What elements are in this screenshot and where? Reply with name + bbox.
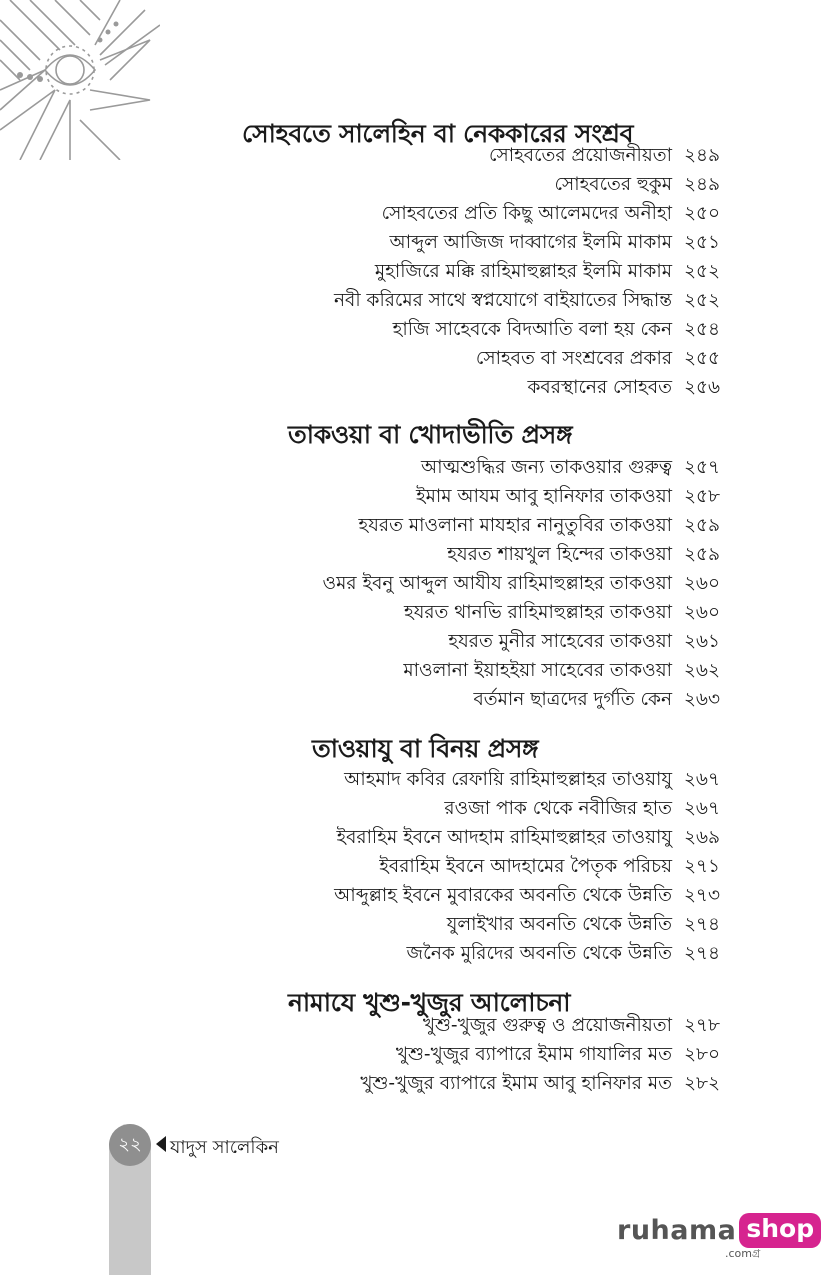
entry-page: ২৭৩ xyxy=(683,885,720,906)
toc-entry[interactable] xyxy=(421,459,720,478)
entry-page: ২৪৯ xyxy=(683,145,720,166)
toc-entry[interactable] xyxy=(554,176,720,195)
entry-page: ২৫৯ xyxy=(683,544,720,565)
entry-text: হাজি সাহেবকে বিদআতি বলা হয় কেন xyxy=(392,319,672,340)
toc-entry[interactable] xyxy=(444,800,720,819)
arrow-left-icon xyxy=(156,1136,166,1152)
toc-entry[interactable] xyxy=(407,945,720,964)
logo-brand-text: ruhama xyxy=(617,1215,737,1246)
entry-page: ২৫৫ xyxy=(683,348,720,369)
entry-page: ২৪৯ xyxy=(683,174,720,195)
ruhamashop-logo xyxy=(617,1213,821,1260)
entry-text: হযরত মাওলানা মাযহার নানুতুবির তাকওয়া xyxy=(358,515,672,536)
entry-text: আহমাদ কবির রেফায়ি রাহিমাহুল্লাহর তাওয়াযু xyxy=(344,769,672,790)
entry-page: ২৭৪ xyxy=(683,943,720,964)
entry-text: আব্দুল আজিজ দাব্বাগের ইলমি মাকাম xyxy=(389,232,672,253)
entry-text: কবরস্থানের সোহবত xyxy=(527,377,672,398)
toc-entry[interactable] xyxy=(336,829,720,848)
entry-page: ২৬২ xyxy=(683,660,720,681)
toc-entry[interactable] xyxy=(404,604,720,623)
toc-entry[interactable] xyxy=(473,691,720,710)
toc-entry[interactable] xyxy=(344,771,720,790)
entry-text: সোহবতের হুকুম xyxy=(554,174,672,195)
entry-text: সোহবতের প্রতি কিছু আলেমদের অনীহা xyxy=(381,203,672,224)
entry-text: হযরত শায়খুল হিন্দের তাকওয়া xyxy=(447,544,672,565)
toc-entry[interactable] xyxy=(382,205,720,224)
toc-entry[interactable] xyxy=(359,517,720,536)
entry-text: হযরত মুনীর সাহেবের তাকওয়া xyxy=(448,631,672,652)
entry-page: ২৫০ xyxy=(683,203,720,224)
entry-page: ২৫৬ xyxy=(683,377,720,398)
toc-entry[interactable] xyxy=(489,147,720,166)
toc-entry[interactable] xyxy=(393,321,720,340)
toc-entry[interactable] xyxy=(396,1046,720,1065)
entry-text: যুলাইখার অবনতি থেকে উন্নতি xyxy=(446,914,672,935)
entry-page: ২৬০ xyxy=(683,602,720,623)
entry-page: ২৭৮ xyxy=(683,1015,720,1036)
toc-entry[interactable] xyxy=(375,263,720,282)
logo-domain-text: .comগ্র xyxy=(725,1247,761,1260)
entry-page: ২৬৯ xyxy=(683,827,720,848)
toc-entry[interactable] xyxy=(334,292,720,311)
entry-text: মুহাজিরে মক্কি রাহিমাহুল্লাহর ইলমি মাকাম xyxy=(374,261,672,282)
entry-text: খুশু-খুজুর ব্যাপারে ইমাম গাযালির মত xyxy=(395,1044,672,1065)
toc-entry[interactable] xyxy=(447,916,720,935)
entry-text: মাওলানা ইয়াহইয়া সাহেবের তাকওয়া xyxy=(403,660,672,681)
entry-page: ২৬১ xyxy=(683,631,720,652)
entry-text: সোহবতের প্রয়োজনীয়তা xyxy=(488,145,672,166)
toc-entry[interactable] xyxy=(360,1075,720,1094)
section-title: নামাযে খুশু-খুজুর আলোচনা xyxy=(288,988,571,1017)
entry-text: খুশু-খুজুর গুরুত্ব ও প্রয়োজনীয়তা xyxy=(422,1015,672,1036)
toc-entry[interactable] xyxy=(416,488,720,507)
entry-text: ওমর ইবনু আব্দুল আযীয রাহিমাহুল্লাহর তাকওয়া xyxy=(322,573,672,594)
entry-page: ২৮২ xyxy=(683,1073,720,1094)
entry-page: ২৬৭ xyxy=(683,798,720,819)
entry-page: ২৫৮ xyxy=(683,486,720,507)
entry-page: ২৫১ xyxy=(683,232,720,253)
toc-entry[interactable] xyxy=(379,858,720,877)
entry-page: ২৬০ xyxy=(683,573,720,594)
toc-entry[interactable] xyxy=(476,350,720,369)
toc-entry[interactable] xyxy=(390,234,720,253)
section-title: তাকওয়া বা খোদাভীতি প্রসঙ্গ xyxy=(288,420,573,449)
section-title: সোহবতে সালেহিন বা নেককারের সংশ্রব xyxy=(242,119,634,148)
entry-text: জনৈক মুরিদের অবনতি থেকে উন্নতি xyxy=(406,943,672,964)
entry-text: ইবরাহিম ইবনে আদহাম রাহিমাহুল্লাহর তাওয়াযু xyxy=(336,827,672,848)
entry-text: রওজা পাক থেকে নবীজির হাত xyxy=(444,798,672,819)
entry-text: বর্তমান ছাত্রদের দুর্গতি কেন xyxy=(473,689,672,710)
entry-text: আত্মশুদ্ধির জন্য তাকওয়ার গুরুত্ব xyxy=(421,457,672,478)
entry-text: হযরত থানভি রাহিমাহুল্লাহর তাকওয়া xyxy=(403,602,672,623)
toc-entry[interactable] xyxy=(323,575,720,594)
entry-text: আব্দুল্লাহ ইবনে মুবারকের অবনতি থেকে উন্নতি xyxy=(334,885,672,906)
entry-page: ২৭১ xyxy=(683,856,720,877)
entry-text: ইবরাহিম ইবনে আদহামের পৈতৃক পরিচয় xyxy=(379,856,672,877)
toc-entry[interactable] xyxy=(334,887,720,906)
entry-text: খুশু-খুজুর ব্যাপারে ইমাম আবু হানিফার মত xyxy=(360,1073,672,1094)
book-title: যাদুস সালেকিন xyxy=(170,1137,279,1158)
entry-page: ২৫৭ xyxy=(683,457,720,478)
entry-page: ২৮০ xyxy=(683,1044,720,1065)
entry-page: ২৬৩ xyxy=(683,689,720,710)
entry-text: নবী করিমের সাথে স্বপ্নযোগে বাইয়াতের সিদ্ধান্ত xyxy=(333,290,672,311)
entry-page: ২৬৭ xyxy=(683,769,720,790)
toc-entry[interactable] xyxy=(448,633,720,652)
entry-page: ২৫২ xyxy=(683,261,720,282)
toc-entry[interactable] xyxy=(527,379,720,398)
entry-text: ইমাম আযম আবু হানিফার তাকওয়া xyxy=(416,486,672,507)
logo-shop-badge: shop xyxy=(739,1213,821,1248)
entry-page: ২৭৪ xyxy=(683,914,720,935)
toc-entry[interactable] xyxy=(423,1017,720,1036)
entry-text: সোহবত বা সংশ্রবের প্রকার xyxy=(475,348,672,369)
page-number: ২২ xyxy=(109,1124,151,1166)
entry-page: ২৫৪ xyxy=(683,319,720,340)
section-title: তাওয়াযু বা বিনয় প্রসঙ্গ xyxy=(312,734,539,763)
entry-page: ২৫২ xyxy=(683,290,720,311)
toc-entry[interactable] xyxy=(403,662,720,681)
toc-entry[interactable] xyxy=(447,546,720,565)
entry-page: ২৫৯ xyxy=(683,515,720,536)
corner-ornament-icon xyxy=(0,0,160,160)
